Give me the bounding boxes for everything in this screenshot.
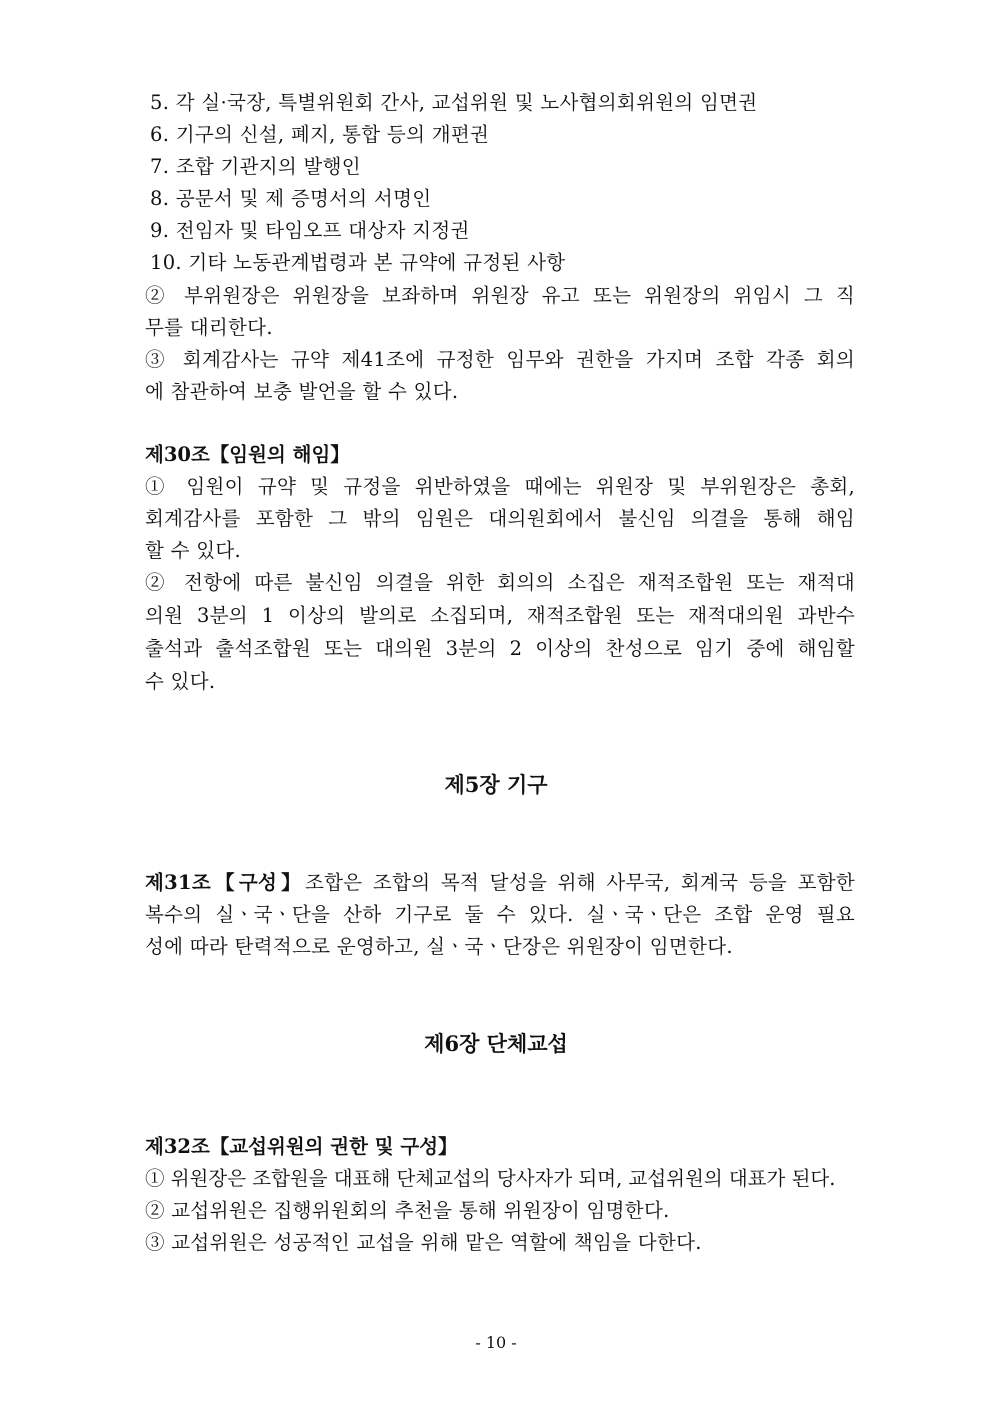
list-item: 5. 각 실·국장, 특별위원회 간사, 교섭위원 및 노사협의회위원의 임면권 bbox=[150, 91, 758, 114]
paragraph-line: ③ 교섭위원은 성공적인 교섭을 위해 맡은 역할에 책임을 다한다. bbox=[145, 1231, 702, 1254]
list-item: 10. 기타 노동관계법령과 본 규약에 규정된 사항 bbox=[150, 251, 566, 274]
paragraph-line: 에 참관하여 보충 발언을 할 수 있다. bbox=[145, 380, 459, 403]
paragraph-line: ② 교섭위원은 집행위원회의 추천을 통해 위원장이 임명한다. bbox=[145, 1199, 670, 1222]
list-item: 9. 전임자 및 타임오프 대상자 지정권 bbox=[150, 219, 470, 242]
paragraph-line: 의원 3분의 1 이상의 발의로 소집되며, 재적조합원 또는 재적대의원 과반수 bbox=[145, 604, 855, 627]
paragraph-line: ② 부위원장은 위원장을 보좌하며 위원장 유고 또는 위원장의 위임시 그 직 bbox=[145, 284, 855, 307]
paragraph-line: 회계감사를 포함한 그 밖의 임원은 대의원회에서 불신임 의결을 통해 해임 bbox=[145, 507, 855, 530]
chapter-6-heading: 제6장 단체교섭 bbox=[424, 1031, 568, 1056]
article-31-first-line bbox=[145, 867, 855, 899]
paragraph-text: 조합은 조합의 목적 달성을 위해 사무국, 회계국 등을 포함한 bbox=[305, 871, 855, 894]
page-number: - 10 - bbox=[475, 1333, 517, 1352]
paragraph-line: 무를 대리한다. bbox=[145, 316, 273, 339]
paragraph-line: 수 있다. bbox=[145, 670, 216, 693]
paragraph-line: ③ 회계감사는 규약 제41조에 규정한 임무와 권한을 가지며 조합 각종 회의 bbox=[145, 348, 855, 371]
list-item: 6. 기구의 신설, 폐지, 통합 등의 개편권 bbox=[150, 123, 490, 146]
paragraph-line: ② 전항에 따른 불신임 의결을 위한 회의의 소집은 재적조합원 또는 재적대 bbox=[145, 571, 855, 594]
paragraph-line: ① 임원이 규약 및 규정을 위반하였을 때에는 위원장 및 부위원장은 총회, bbox=[145, 475, 855, 498]
paragraph-line: ① 위원장은 조합원을 대표해 단체교섭의 당사자가 되며, 교섭위원의 대표가 된다. bbox=[145, 1167, 836, 1190]
list-item: 7. 조합 기관지의 발행인 bbox=[150, 155, 361, 178]
chapter-5-heading: 제5장 기구 bbox=[444, 772, 548, 797]
article-31-title: 제31조【구성】 bbox=[145, 871, 305, 894]
list-item: 8. 공문서 및 제 증명서의 서명인 bbox=[150, 187, 432, 210]
paragraph-line: 복수의 실ㆍ국ㆍ단을 산하 기구로 둘 수 있다. 실ㆍ국ㆍ단은 조합 운영 필요 bbox=[145, 903, 855, 926]
article-30-title: 제30조【임원의 해임】 bbox=[145, 443, 350, 466]
paragraph-line: 할 수 있다. bbox=[145, 539, 242, 562]
article-32-title: 제32조【교섭위원의 권한 및 구성】 bbox=[145, 1135, 458, 1158]
paragraph-line: 출석과 출석조합원 또는 대의원 3분의 2 이상의 찬성으로 임기 중에 해임할 bbox=[145, 637, 855, 660]
paragraph-line: 성에 따라 탄력적으로 운영하고, 실ㆍ국ㆍ단장은 위원장이 임면한다. bbox=[145, 935, 733, 958]
